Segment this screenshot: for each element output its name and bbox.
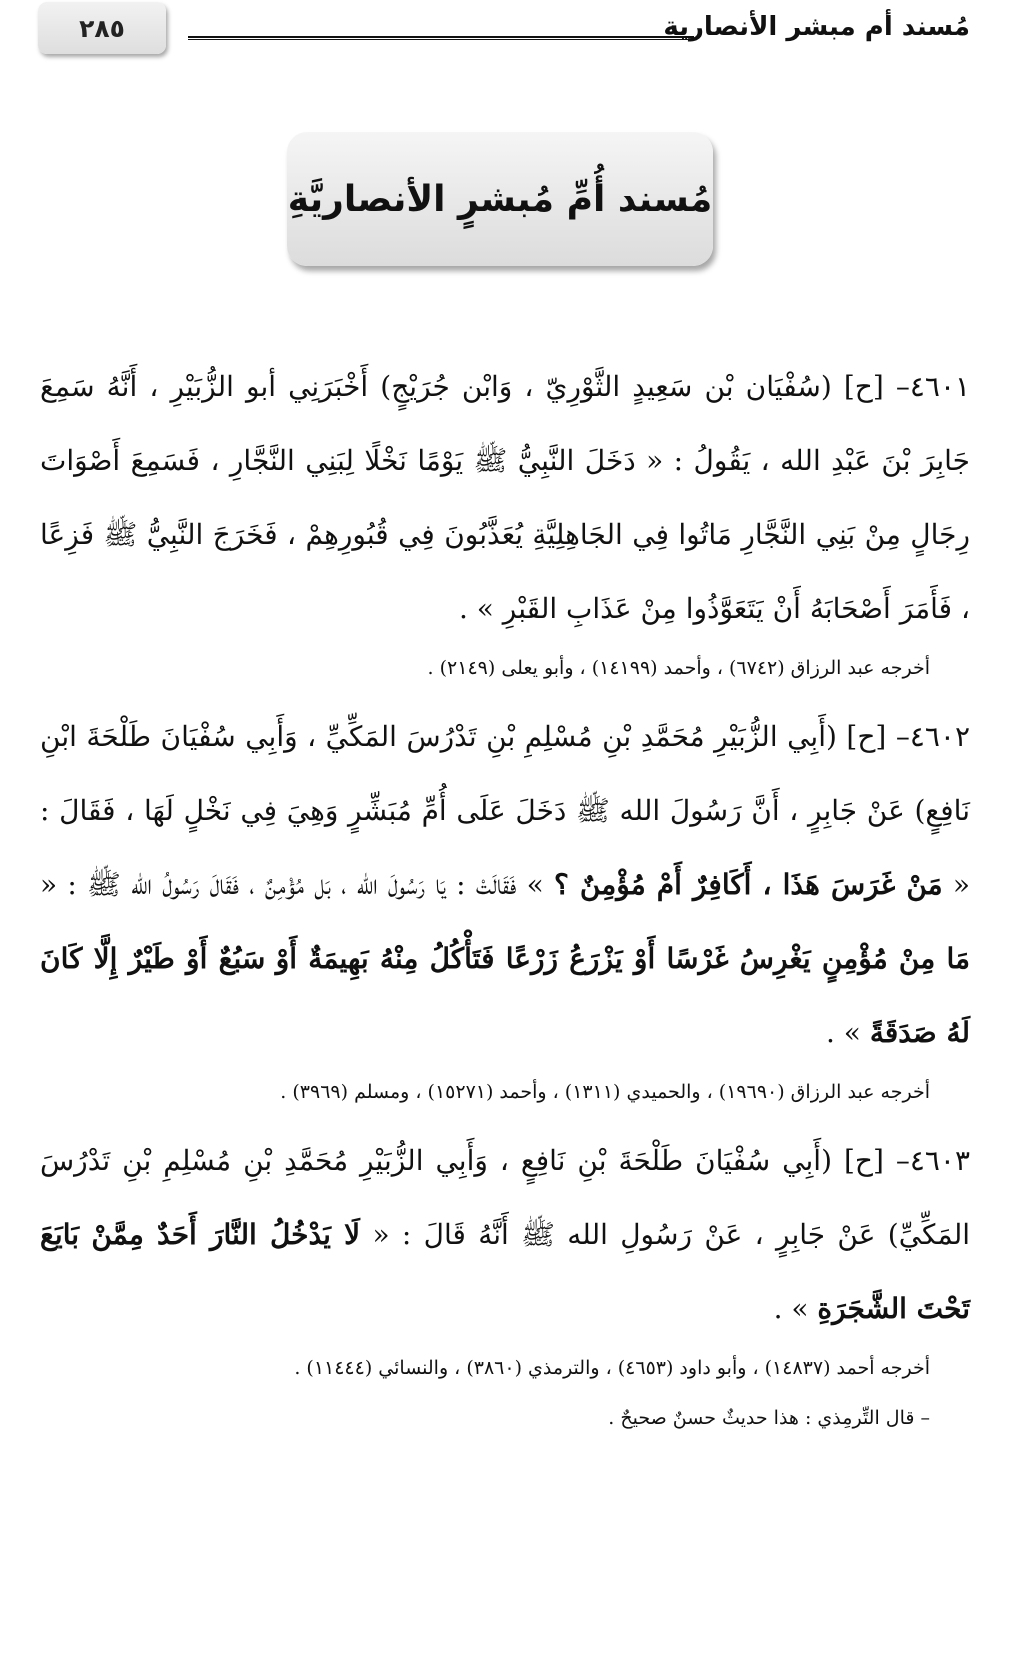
hadith-4601 — [40, 350, 970, 646]
chapter-title-box — [287, 132, 713, 266]
prophetic-saying: لَا يَدْخُلُ النَّارَ أَحَدٌ مِمَّنْ — [91, 1218, 361, 1251]
hadith-text: ﷺ فَزِعًا ، فَأَمَرَ أَصْحَابَهُ أَنْ يَتَعَوَّذُوا مِنْ عَذَابِ القَبْرِ » . — [40, 518, 970, 625]
hadith-text: ابْنِ نَافِعٍ) عَنْ جَابِرٍ ، أَنَّ رَسُولَ الله ﷺ دَخَلَ عَلَى أُمِّ مُبَشِّرٍ وَهِيَ فِي نَخْلٍ لَهَا ، — [40, 720, 971, 827]
hadith-text: » . — [773, 1292, 818, 1325]
takhrij-4603: أخرجه أحمد (١٤٨٣٧) ، وأبو داود (٤٦٥٣) ، والترمذي (٣٨٦٠) ، والنسائي (١١٤٤٤) . — [294, 1357, 930, 1379]
page-number-box — [38, 2, 166, 54]
hadith-text: ٤٦٠٣– [ح] (أَبِي سُفْيَانَ طَلْحَةَ بْنِ نَافِعٍ ، وَأَبِي الزُّبَيْرِ مُحَمَّدِ بْنِ مُسْلِمِ بْنِ — [122, 1144, 970, 1177]
prophetic-saying: سَبُعٌ أَوْ طَيْرٌ إِلَّا كَانَ لَهُ صَدَقَةً — [40, 942, 970, 1049]
hadith-text: ٤٦٠٢– [ح] (أَبِي الزُّبَيْرِ مُحَمَّدِ بْنِ مُسْلِمِ بْنِ تَدْرُسَ المَكِّيِّ ، وَأَبِي سُفْيَانَ طَلْحَةَ — [86, 720, 970, 753]
hadith-text: أَصْوَاتَ رِجَالٍ مِنْ بَنِي النَّجَّارِ مَاتُوا فِي الجَاهِلِيَّةِ يُعَذَّبُونَ فِي قُبُورِهِمْ ، فَخَرَجَ النَّبِيُّ — [40, 444, 970, 551]
prophetic-saying: مَا مِنْ مُؤْمِنٍ يَغْرِسُ غَرْسًا أَوْ يَزْرَعُ زَرْعًا فَتَأْكُلُ مِنْهُ بَهِيمَةٌ أَوْ — [275, 942, 970, 975]
takhrij-4601: أخرجه عبد الرزاق (٦٧٤٢) ، وأحمد (١٤١٩٩) ، وأبو يعلى (٢١٤٩) . — [427, 657, 930, 679]
hadith-text: » . — [825, 1016, 870, 1049]
page-number: ٢٨٥ — [79, 13, 125, 43]
hadith-4603 — [40, 1124, 970, 1346]
main-content — [40, 350, 970, 1436]
hadith-text: » فَقَالَتْ : يَا رَسُولَ الله ، بَل مُؤْمِنٌ ، — [249, 868, 554, 901]
running-title: مُسند أم مبشر الأنصارية — [663, 12, 970, 42]
takhrij-4602: أخرجه عبد الرزاق (١٩٦٩٠) ، والحميدي (١٣١١) ، وأحمد (١٥٢٧١) ، ومسلم (٣٩٦٩) . — [280, 1081, 930, 1103]
prophetic-saying: مَنْ غَرَسَ هَذَا ، أَكَافِرٌ أَمْ مُؤْمِنٌ ؟ — [553, 868, 943, 901]
prophetic-saying: بَايَعَ تَحْتَ الشَّجَرَةِ — [40, 1218, 970, 1325]
hadith-text: سَمِعَ جَابِرَ بْنَ عَبْدِ الله ، يَقُولُ : « دَخَلَ النَّبِيُّ ﷺ يَوْمًا نَخْلًا لِبَنِي النَّجَّارِ ، فَسَمِعَ — [40, 370, 970, 477]
hadith-text: فَقَالَ : « — [40, 794, 971, 901]
hadith-text: فَقَالَ رَسُولُ الله ﷺ : « — [40, 868, 239, 901]
tirmidhi-note: – قال التِّرمِذي : هذا حديثٌ حسنٌ صحيحٌ . — [608, 1407, 930, 1429]
hadith-text: ٤٦٠١– [ح] (سُفْيَان بْن سَعِيدٍ الثَّوْرِيّ ، وَابْن جُرَيْجٍ) أَخْبَرَنِي أبو الزُّبَيْرِ ، أَنَّهُ — [106, 370, 971, 403]
hadith-text: تَدْرُسَ المَكِّيِّ) عَنْ جَابِرٍ ، عَنْ رَسُولِ الله ﷺ أَنَّهُ قَالَ : « — [40, 1144, 971, 1251]
hadith-4602 — [40, 700, 970, 1070]
header-rule — [188, 36, 694, 40]
chapter-title: مُسند أُمِّ مُبشرٍ الأنصاريَّةِ — [287, 178, 713, 220]
